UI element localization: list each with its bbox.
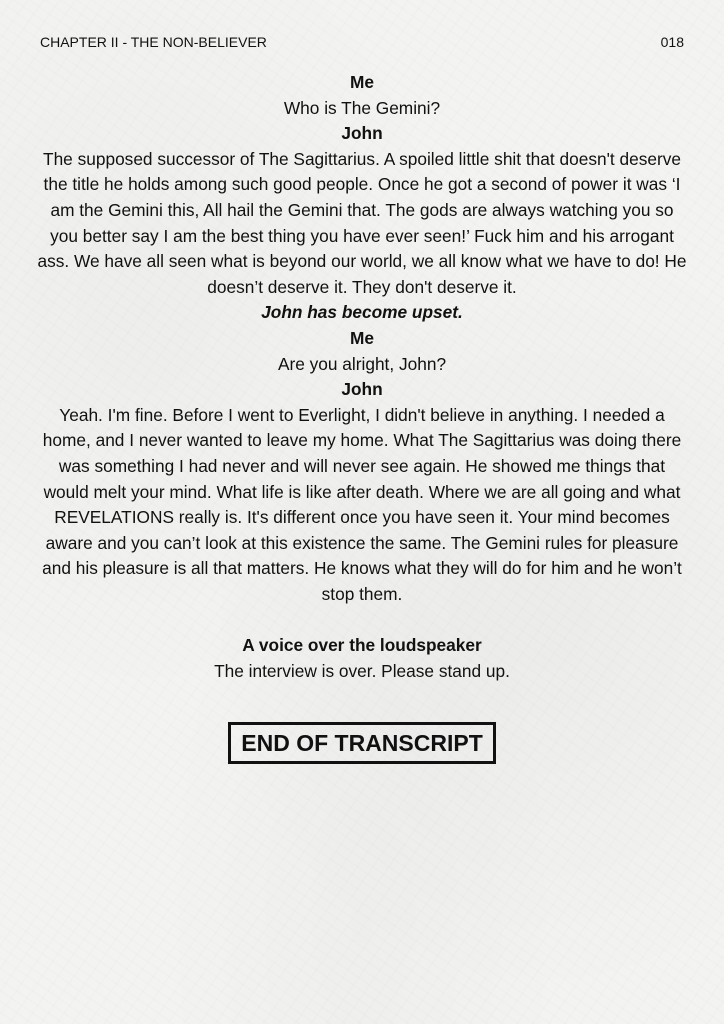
dialogue-line: The interview is over. Please stand up. xyxy=(214,660,510,681)
paragraph-gap xyxy=(36,607,688,633)
dialogue-line: The supposed successor of The Sagittarius. A spoiled little shit that doesn't deserve the title he holds among such good people. Once he got a second of power it was ‘I am the Gemini this, All hail the Gemini that. The gods are always watching you so you better say I am the best thing you have ever seen!’ Fuck him and his arrogant ass. We have all seen what is beyond our world, we all know what we have to do! He doesn’t deserve it. They don't deserve it. xyxy=(37,148,687,297)
stage-direction: John has become upset. xyxy=(261,302,463,323)
transcript-body xyxy=(36,70,688,684)
dialogue-line: Are you alright, John? xyxy=(277,353,447,374)
end-of-transcript-label: END OF TRANSCRIPT xyxy=(228,722,496,764)
dialogue-line: Who is The Gemini? xyxy=(283,97,441,118)
speaker-name: A voice over the loudspeaker xyxy=(242,635,482,656)
chapter-title: CHAPTER II - THE NON-BELIEVER xyxy=(40,34,267,50)
speaker-name: Me xyxy=(349,327,374,348)
page-header xyxy=(40,33,684,51)
page-number: 018 xyxy=(660,34,684,50)
dialogue-line: Yeah. I'm fine. Before I went to Everlight, I didn't believe in anything. I needed a home, and I never wanted to leave my home. What The Sagittarius was doing there was something I had never and will never see again. He showed me things that would melt your mind. What life is like after death. Where we are all going and what REVELATIONS really is. It's different once you have seen it. Your mind becomes aware and you can’t look at this existence the same. The Gemini rules for pleasure and his pleasure is all that matters. He knows what they will do for him and he won’t stop them. xyxy=(42,404,682,604)
speaker-name: John xyxy=(341,379,383,400)
speaker-name: Me xyxy=(349,72,374,92)
speaker-name: John xyxy=(341,123,383,144)
